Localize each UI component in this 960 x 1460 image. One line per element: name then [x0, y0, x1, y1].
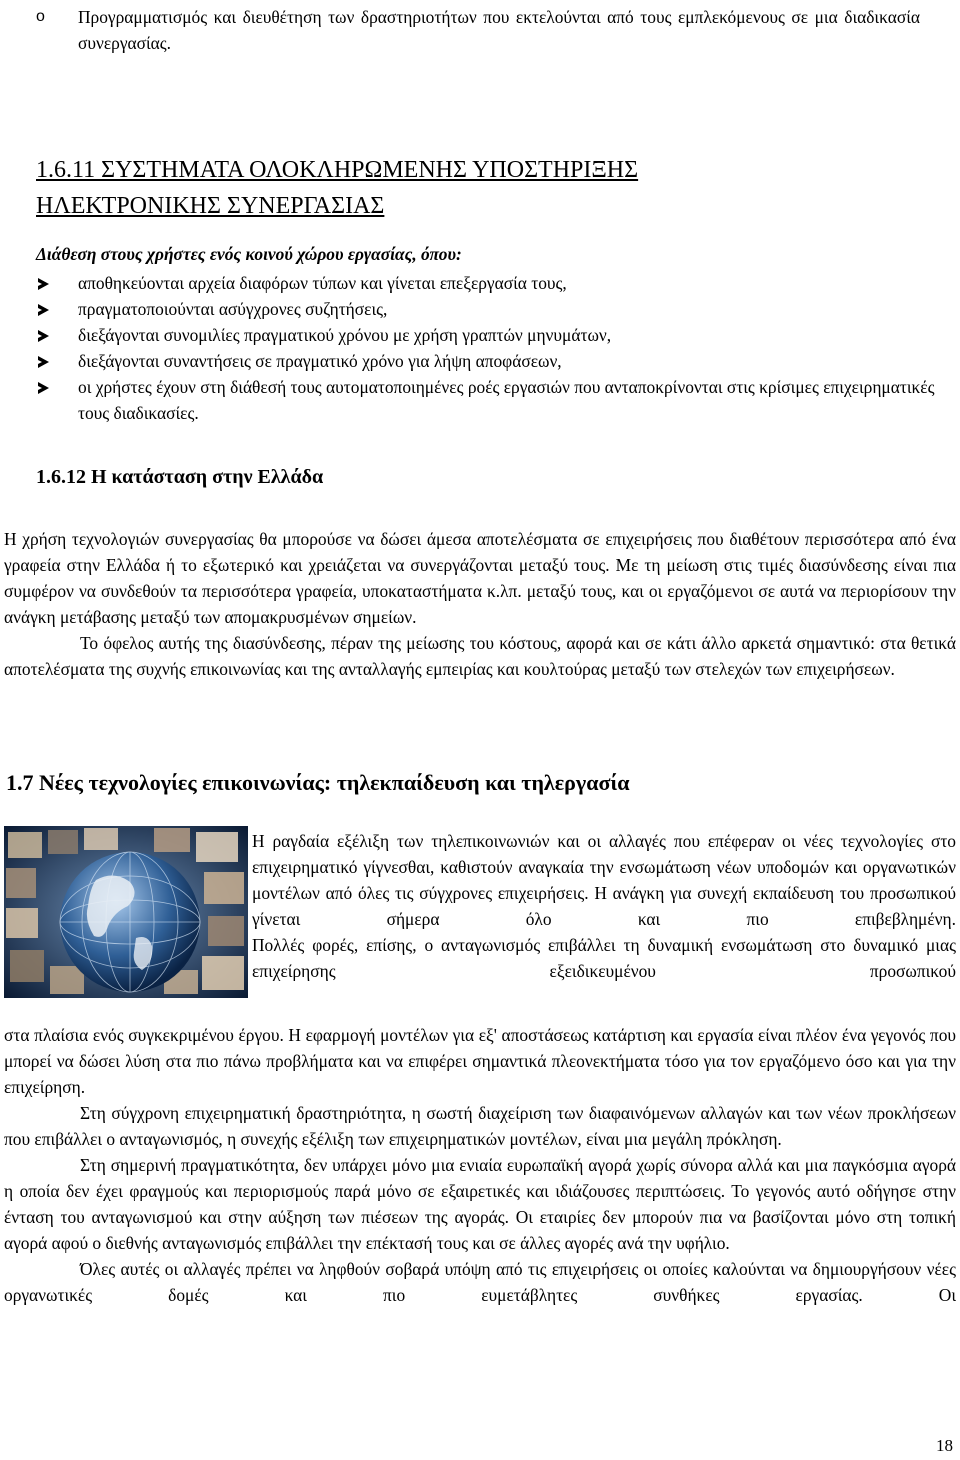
- paragraph: Πολλές φορές, επίσης, ο ανταγωνισμός επιβάλλει τη δυναμική ενσωμάτωση στο δυναμικό μιας επιχείρησης εξειδικευμένου προσωπικού: [252, 935, 956, 981]
- list-item: αποθηκεύονται αρχεία διαφόρων τύπων και γίνεται επεξεργασία τους,: [36, 270, 960, 296]
- paragraph: Στη σημερινή πραγματικότητα, δεν υπάρχει μόνο μια ενιαία ευρωπαϊκή αγορά χωρίς σύνορα αλλά και μια παγκόσμια αγορά η οποία δεν έχει φραγμούς και περιορισμούς παρά μόνο σε εξαιρετικές και ιδιάζουσες περιπτώσεις. Το γεγονός αυτό οδήγησε στην ένταση του ανταγωνισμού και στην αύξηση των πιέσεων της αγοράς. Οι εταιρίες δεν μπορούν πια να βασίζονται μόνο στη τοπική αγορά αφού ο διεθνής ανταγωνισμός επιβάλλει την επέκτασή τους και σε άλλες αγορές ανά την υφήλιο.: [4, 1155, 956, 1253]
- paragraph: Το όφελος αυτής της διασύνδεσης, πέραν της μείωσης του κόστους, αφορά και σε κάτι άλλο αρκετά σημαντικό: στα θετικά αποτελέσματα της συχνής επικοινωνίας και της ανταλλαγής εμπειρίας και κουλτούρας μεταξύ των στελεχών των επιχειρήσεων.: [4, 633, 956, 679]
- section-17-heading: 1.7 Νέες τεχνολογίες επικοινωνίας: τηλεκπαίδευση και τηλεργασία: [6, 770, 630, 795]
- list-item: οι χρήστες έχουν στη διάθεσή τους αυτοματοποιημένες ροές εργασιών που ανταποκρίνονται στις κρίσιμες επιχειρηματικές τους διαδικασίες.: [36, 374, 960, 426]
- section-1611-heading: 1.6.11 ΣΥΣΤΗΜΑΤΑ ΟΛΟΚΛΗΡΩΜΕΝΗΣ ΥΠΟΣΤΗΡΙΞΗΣ ΗΛΕΚΤΡΟΝΙΚΗΣ ΣΥΝΕΡΓΑΣΙΑΣ: [36, 157, 639, 219]
- arrow-bullet-icon: [38, 330, 49, 342]
- section-17-wrapped-text: [252, 828, 956, 984]
- section-1612-heading: 1.6.12 Η κατάσταση στην Ελλάδα: [36, 466, 324, 488]
- list-item: πραγματοποιούνται ασύγχρονες συζητήσεις,: [36, 296, 960, 322]
- section-17-body: [4, 1022, 956, 1308]
- paragraph: στα πλαίσια ενός συγκεκριμένου έργου. Η εφαρμογή μοντέλων για εξ' αποστάσεως κατάρτιση και εργασία είναι πλέον ένα γεγονός που μπορεί να δώσει λύση στα πιο πάνω προβλήματα και να επιφέρει σημαντικά πλεονεκτήματα τόσο για τον εργαζόμενο όσο και για την επιχείρηση.: [4, 1025, 956, 1097]
- globe-icon: [4, 826, 248, 998]
- list-item: διεξάγονται συναντήσεις σε πραγματικό χρόνο για λήψη αποφάσεων,: [36, 348, 960, 374]
- section-1612-body: [4, 526, 956, 682]
- paragraph: Η χρήση τεχνολογιών συνεργασίας θα μπορούσε να δώσει άμεσα αποτελέσματα σε επιχειρήσεις που διαθέτουν περισσότερα από ένα γραφεία στην Ελλάδα ή το εξωτερικό και χρειάζεται να συνεργάζονται μεταξύ τους. Με τη μείωση στις τιμές διασύνδεσης είναι πια συμφέρον να συνδεθούν τα περισσότερα γραφεία, υποκαταστήματα κ.λπ. μεταξύ τους, και οι εργαζόμενοι σε αυτά να περιορίσουν την ανάγκη μετάβασης μεταξύ των απομακρυσμένων σημείων.: [4, 529, 956, 627]
- arrow-bullet-icon: [38, 382, 49, 394]
- paragraph: Η ραγδαία εξέλιξη των τηλεπικοινωνιών και οι αλλαγές που επέφεραν οι νέες τεχνολογίες στο επιχειρηματικό γίγνεσθαι, καθιστούν αναγκαία την ενσωμάτωση νέων υποδομών και οργανωτικών μοντέλων από όλες τις σύγχρονες επιχειρήσεις. Η ανάγκη για συνεχή εκπαίδευση του προσωπικού γίνεται σήμερα όλο και πιο επιβεβλημένη.: [252, 831, 956, 929]
- globe-media-image: [4, 826, 248, 998]
- arrow-bullet-icon: [38, 304, 49, 316]
- paragraph: Όλες αυτές οι αλλαγές πρέπει να ληφθούν σοβαρά υπόψη από τις επιχειρήσεις οι οποίες καλούνται να δημιουργήσουν νέες οργανωτικές δομές και πιο ευμετάβλητες συνθήκες εργασίας. Οι: [4, 1259, 956, 1305]
- section-1611-list: [36, 270, 960, 426]
- intro-bullet: [36, 4, 920, 56]
- arrow-bullet-icon: [38, 356, 49, 368]
- circle-bullet-icon: o: [36, 8, 45, 25]
- arrow-bullet-icon: [38, 278, 49, 290]
- page-number: 18: [936, 1436, 953, 1455]
- section-1611-lead: Διάθεση στους χρήστες ενός κοινού χώρου εργασίας, όπου:: [36, 244, 462, 264]
- intro-bullet-text: Προγραμματισμός και διευθέτηση των δραστηριοτήτων που εκτελούνται από τους εμπλεκόμενους σε μια διαδικασία συνεργασίας.: [78, 7, 920, 53]
- paragraph: Στη σύγχρονη επιχειρηματική δραστηριότητα, η σωστή διαχείριση των διαφαινόμενων αλλαγών και των νέων προκλήσεων που επιβάλλει ο ανταγωνισμός, η συνεχής εξέλιξη των επιχειρηματικών μοντέλων, είναι μια μεγάλη πρόκληση.: [4, 1103, 956, 1149]
- list-item: διεξάγονται συνομιλίες πραγματικού χρόνου με χρήση γραπτών μηνυμάτων,: [36, 322, 960, 348]
